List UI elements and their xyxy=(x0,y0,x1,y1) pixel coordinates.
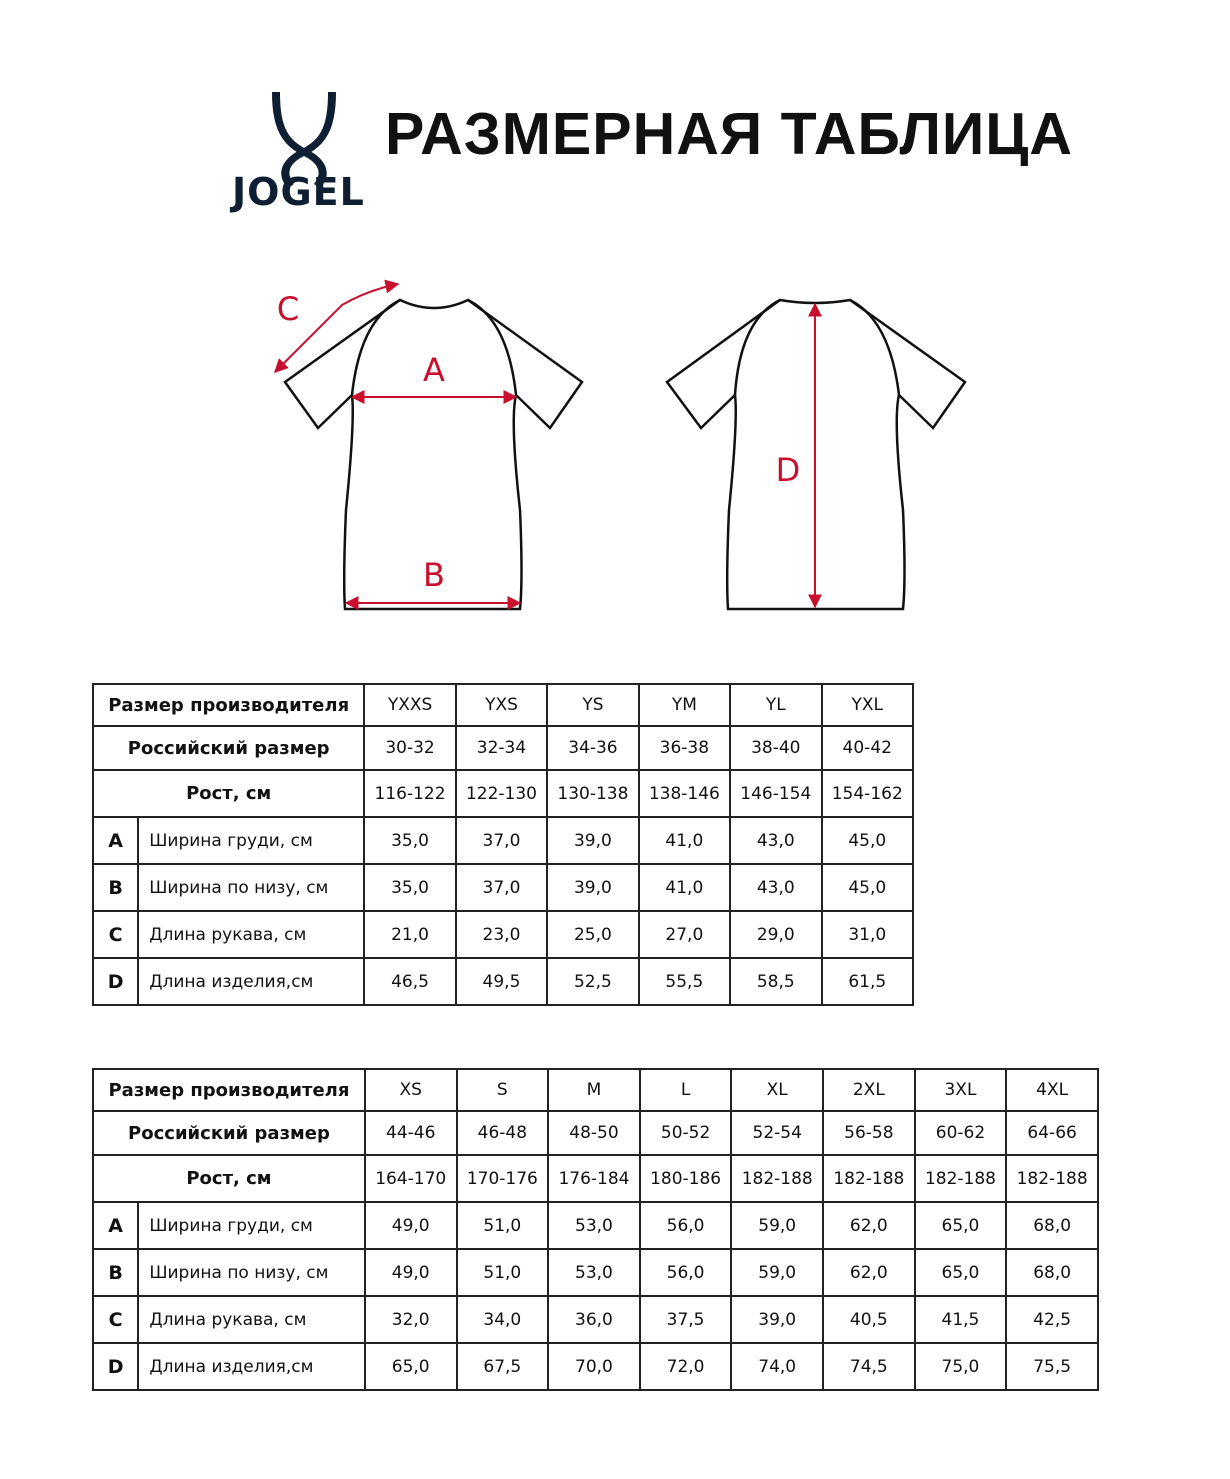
measurement-value: 68,0 xyxy=(1006,1249,1098,1296)
label-c: C xyxy=(276,290,300,328)
measurement-label: Длина изделия,см xyxy=(138,1343,365,1390)
measurement-row xyxy=(93,958,913,1005)
measurement-value: 36,0 xyxy=(548,1296,640,1343)
manufacturer-size-cell: 4XL xyxy=(1006,1069,1098,1111)
brand-wordmark: JOGEL xyxy=(232,170,365,214)
height-range-cell: 182-188 xyxy=(1006,1155,1098,1202)
russian-size-row xyxy=(93,726,913,770)
measurement-value: 55,5 xyxy=(639,958,730,1005)
measurement-value: 21,0 xyxy=(364,911,455,958)
manufacturer-size-cell: 2XL xyxy=(823,1069,915,1111)
measurement-value: 37,0 xyxy=(456,864,547,911)
page-title: РАЗМЕРНАЯ ТАБЛИЦА xyxy=(385,101,1073,167)
measurement-value: 35,0 xyxy=(364,864,455,911)
measurement-code: C xyxy=(93,911,138,958)
measurement-value: 67,5 xyxy=(457,1343,549,1390)
manufacturer-size-cell: 3XL xyxy=(915,1069,1007,1111)
measurement-value: 62,0 xyxy=(823,1202,915,1249)
height-range-row xyxy=(93,770,913,817)
measurement-value: 74,5 xyxy=(823,1343,915,1390)
measurement-value: 59,0 xyxy=(731,1202,823,1249)
height-range-cell: 180-186 xyxy=(640,1155,732,1202)
measurement-value: 46,5 xyxy=(364,958,455,1005)
size-table-kids xyxy=(92,683,914,1006)
russian-size-label: Российский размер xyxy=(93,726,364,770)
russian-size-label: Российский размер xyxy=(93,1111,365,1155)
measurement-value: 39,0 xyxy=(731,1296,823,1343)
height-range-cell: 122-130 xyxy=(456,770,547,817)
manufacturer-size-label: Размер производителя xyxy=(93,684,364,726)
measurement-value: 65,0 xyxy=(915,1249,1007,1296)
measurement-row xyxy=(93,911,913,958)
manufacturer-size-cell: YXXS xyxy=(364,684,455,726)
measurement-code: B xyxy=(93,1249,138,1296)
russian-size-cell: 46-48 xyxy=(457,1111,549,1155)
measurement-value: 51,0 xyxy=(457,1249,549,1296)
manufacturer-size-row xyxy=(93,684,913,726)
measurement-value: 37,5 xyxy=(640,1296,732,1343)
measurement-label: Ширина по низу, см xyxy=(138,864,364,911)
russian-size-cell: 64-66 xyxy=(1006,1111,1098,1155)
label-b: B xyxy=(423,556,445,594)
measurement-row xyxy=(93,817,913,864)
measurement-value: 56,0 xyxy=(640,1202,732,1249)
size-table-adult xyxy=(92,1068,1099,1391)
russian-size-cell: 40-42 xyxy=(822,726,913,770)
height-range-cell: 154-162 xyxy=(822,770,913,817)
measurement-value: 40,5 xyxy=(823,1296,915,1343)
measurement-value: 43,0 xyxy=(730,864,821,911)
measurement-value: 75,5 xyxy=(1006,1343,1098,1390)
measurement-value: 39,0 xyxy=(547,817,638,864)
russian-size-row xyxy=(93,1111,1098,1155)
measurement-value: 65,0 xyxy=(915,1202,1007,1249)
measurement-value: 29,0 xyxy=(730,911,821,958)
measurement-value: 49,0 xyxy=(365,1202,457,1249)
measurement-value: 45,0 xyxy=(822,817,913,864)
manufacturer-size-cell: YS xyxy=(547,684,638,726)
measurement-label: Длина рукава, см xyxy=(138,911,364,958)
measurement-value: 74,0 xyxy=(731,1343,823,1390)
height-range-cell: 146-154 xyxy=(730,770,821,817)
measurement-label: Ширина груди, см xyxy=(138,1202,365,1249)
height-range-cell: 182-188 xyxy=(823,1155,915,1202)
measurement-value: 68,0 xyxy=(1006,1202,1098,1249)
measurement-label: Ширина по низу, см xyxy=(138,1249,365,1296)
manufacturer-size-cell: M xyxy=(548,1069,640,1111)
measurement-value: 27,0 xyxy=(639,911,730,958)
measurement-value: 75,0 xyxy=(915,1343,1007,1390)
manufacturer-size-cell: YXS xyxy=(456,684,547,726)
measurement-value: 23,0 xyxy=(456,911,547,958)
russian-size-cell: 52-54 xyxy=(731,1111,823,1155)
manufacturer-size-cell: YM xyxy=(639,684,730,726)
measurement-row xyxy=(93,1343,1098,1390)
measurement-value: 58,5 xyxy=(730,958,821,1005)
measurement-value: 25,0 xyxy=(547,911,638,958)
manufacturer-size-cell: YXL xyxy=(822,684,913,726)
measurement-value: 49,0 xyxy=(365,1249,457,1296)
measurement-code: A xyxy=(93,1202,138,1249)
measurement-row xyxy=(93,1249,1098,1296)
measurement-code: B xyxy=(93,864,138,911)
measurement-value: 49,5 xyxy=(456,958,547,1005)
height-range-cell: 164-170 xyxy=(365,1155,457,1202)
measurement-value: 51,0 xyxy=(457,1202,549,1249)
measurement-value: 43,0 xyxy=(730,817,821,864)
measurement-value: 56,0 xyxy=(640,1249,732,1296)
measurement-code: C xyxy=(93,1296,138,1343)
height-range-cell: 138-146 xyxy=(639,770,730,817)
measurement-value: 42,5 xyxy=(1006,1296,1098,1343)
measurement-code: A xyxy=(93,817,138,864)
measurement-code: D xyxy=(93,958,138,1005)
manufacturer-size-label: Размер производителя xyxy=(93,1069,365,1111)
manufacturer-size-cell: XS xyxy=(365,1069,457,1111)
label-d: D xyxy=(775,451,801,489)
measurement-value: 31,0 xyxy=(822,911,913,958)
russian-size-cell: 44-46 xyxy=(365,1111,457,1155)
measurement-value: 70,0 xyxy=(548,1343,640,1390)
measurement-value: 41,5 xyxy=(915,1296,1007,1343)
measurement-row xyxy=(93,1296,1098,1343)
measurement-value: 39,0 xyxy=(547,864,638,911)
measurement-label: Длина рукава, см xyxy=(138,1296,365,1343)
height-range-row xyxy=(93,1155,1098,1202)
manufacturer-size-cell: XL xyxy=(731,1069,823,1111)
measurement-value: 53,0 xyxy=(548,1202,640,1249)
manufacturer-size-cell: YL xyxy=(730,684,821,726)
height-range-cell: 130-138 xyxy=(547,770,638,817)
measurement-value: 72,0 xyxy=(640,1343,732,1390)
height-range-cell: 182-188 xyxy=(731,1155,823,1202)
measurement-value: 62,0 xyxy=(823,1249,915,1296)
measurement-code: D xyxy=(93,1343,138,1390)
measurement-value: 41,0 xyxy=(639,817,730,864)
measurement-value: 35,0 xyxy=(364,817,455,864)
measurement-value: 41,0 xyxy=(639,864,730,911)
russian-size-cell: 36-38 xyxy=(639,726,730,770)
measurement-value: 61,5 xyxy=(822,958,913,1005)
measurement-value: 52,5 xyxy=(547,958,638,1005)
russian-size-cell: 48-50 xyxy=(548,1111,640,1155)
measurement-row xyxy=(93,1202,1098,1249)
measurement-row xyxy=(93,864,913,911)
russian-size-cell: 50-52 xyxy=(640,1111,732,1155)
russian-size-cell: 30-32 xyxy=(364,726,455,770)
measurement-value: 37,0 xyxy=(456,817,547,864)
height-range-cell: 116-122 xyxy=(364,770,455,817)
shirt-diagram xyxy=(0,260,1230,640)
russian-size-cell: 56-58 xyxy=(823,1111,915,1155)
measurement-value: 59,0 xyxy=(731,1249,823,1296)
measurement-value: 32,0 xyxy=(365,1296,457,1343)
manufacturer-size-cell: S xyxy=(457,1069,549,1111)
russian-size-cell: 38-40 xyxy=(730,726,821,770)
height-range-cell: 176-184 xyxy=(548,1155,640,1202)
height-range-cell: 182-188 xyxy=(915,1155,1007,1202)
manufacturer-size-row xyxy=(93,1069,1098,1111)
measurement-value: 65,0 xyxy=(365,1343,457,1390)
measurement-value: 34,0 xyxy=(457,1296,549,1343)
height-range-label: Рост, см xyxy=(93,1155,365,1202)
measurement-value: 45,0 xyxy=(822,864,913,911)
measurement-label: Ширина груди, см xyxy=(138,817,364,864)
russian-size-cell: 32-34 xyxy=(456,726,547,770)
measurement-label: Длина изделия,см xyxy=(138,958,364,1005)
height-range-cell: 170-176 xyxy=(457,1155,549,1202)
height-range-label: Рост, см xyxy=(93,770,364,817)
russian-size-cell: 60-62 xyxy=(915,1111,1007,1155)
manufacturer-size-cell: L xyxy=(640,1069,732,1111)
label-a: A xyxy=(423,351,445,389)
russian-size-cell: 34-36 xyxy=(547,726,638,770)
measurement-value: 53,0 xyxy=(548,1249,640,1296)
